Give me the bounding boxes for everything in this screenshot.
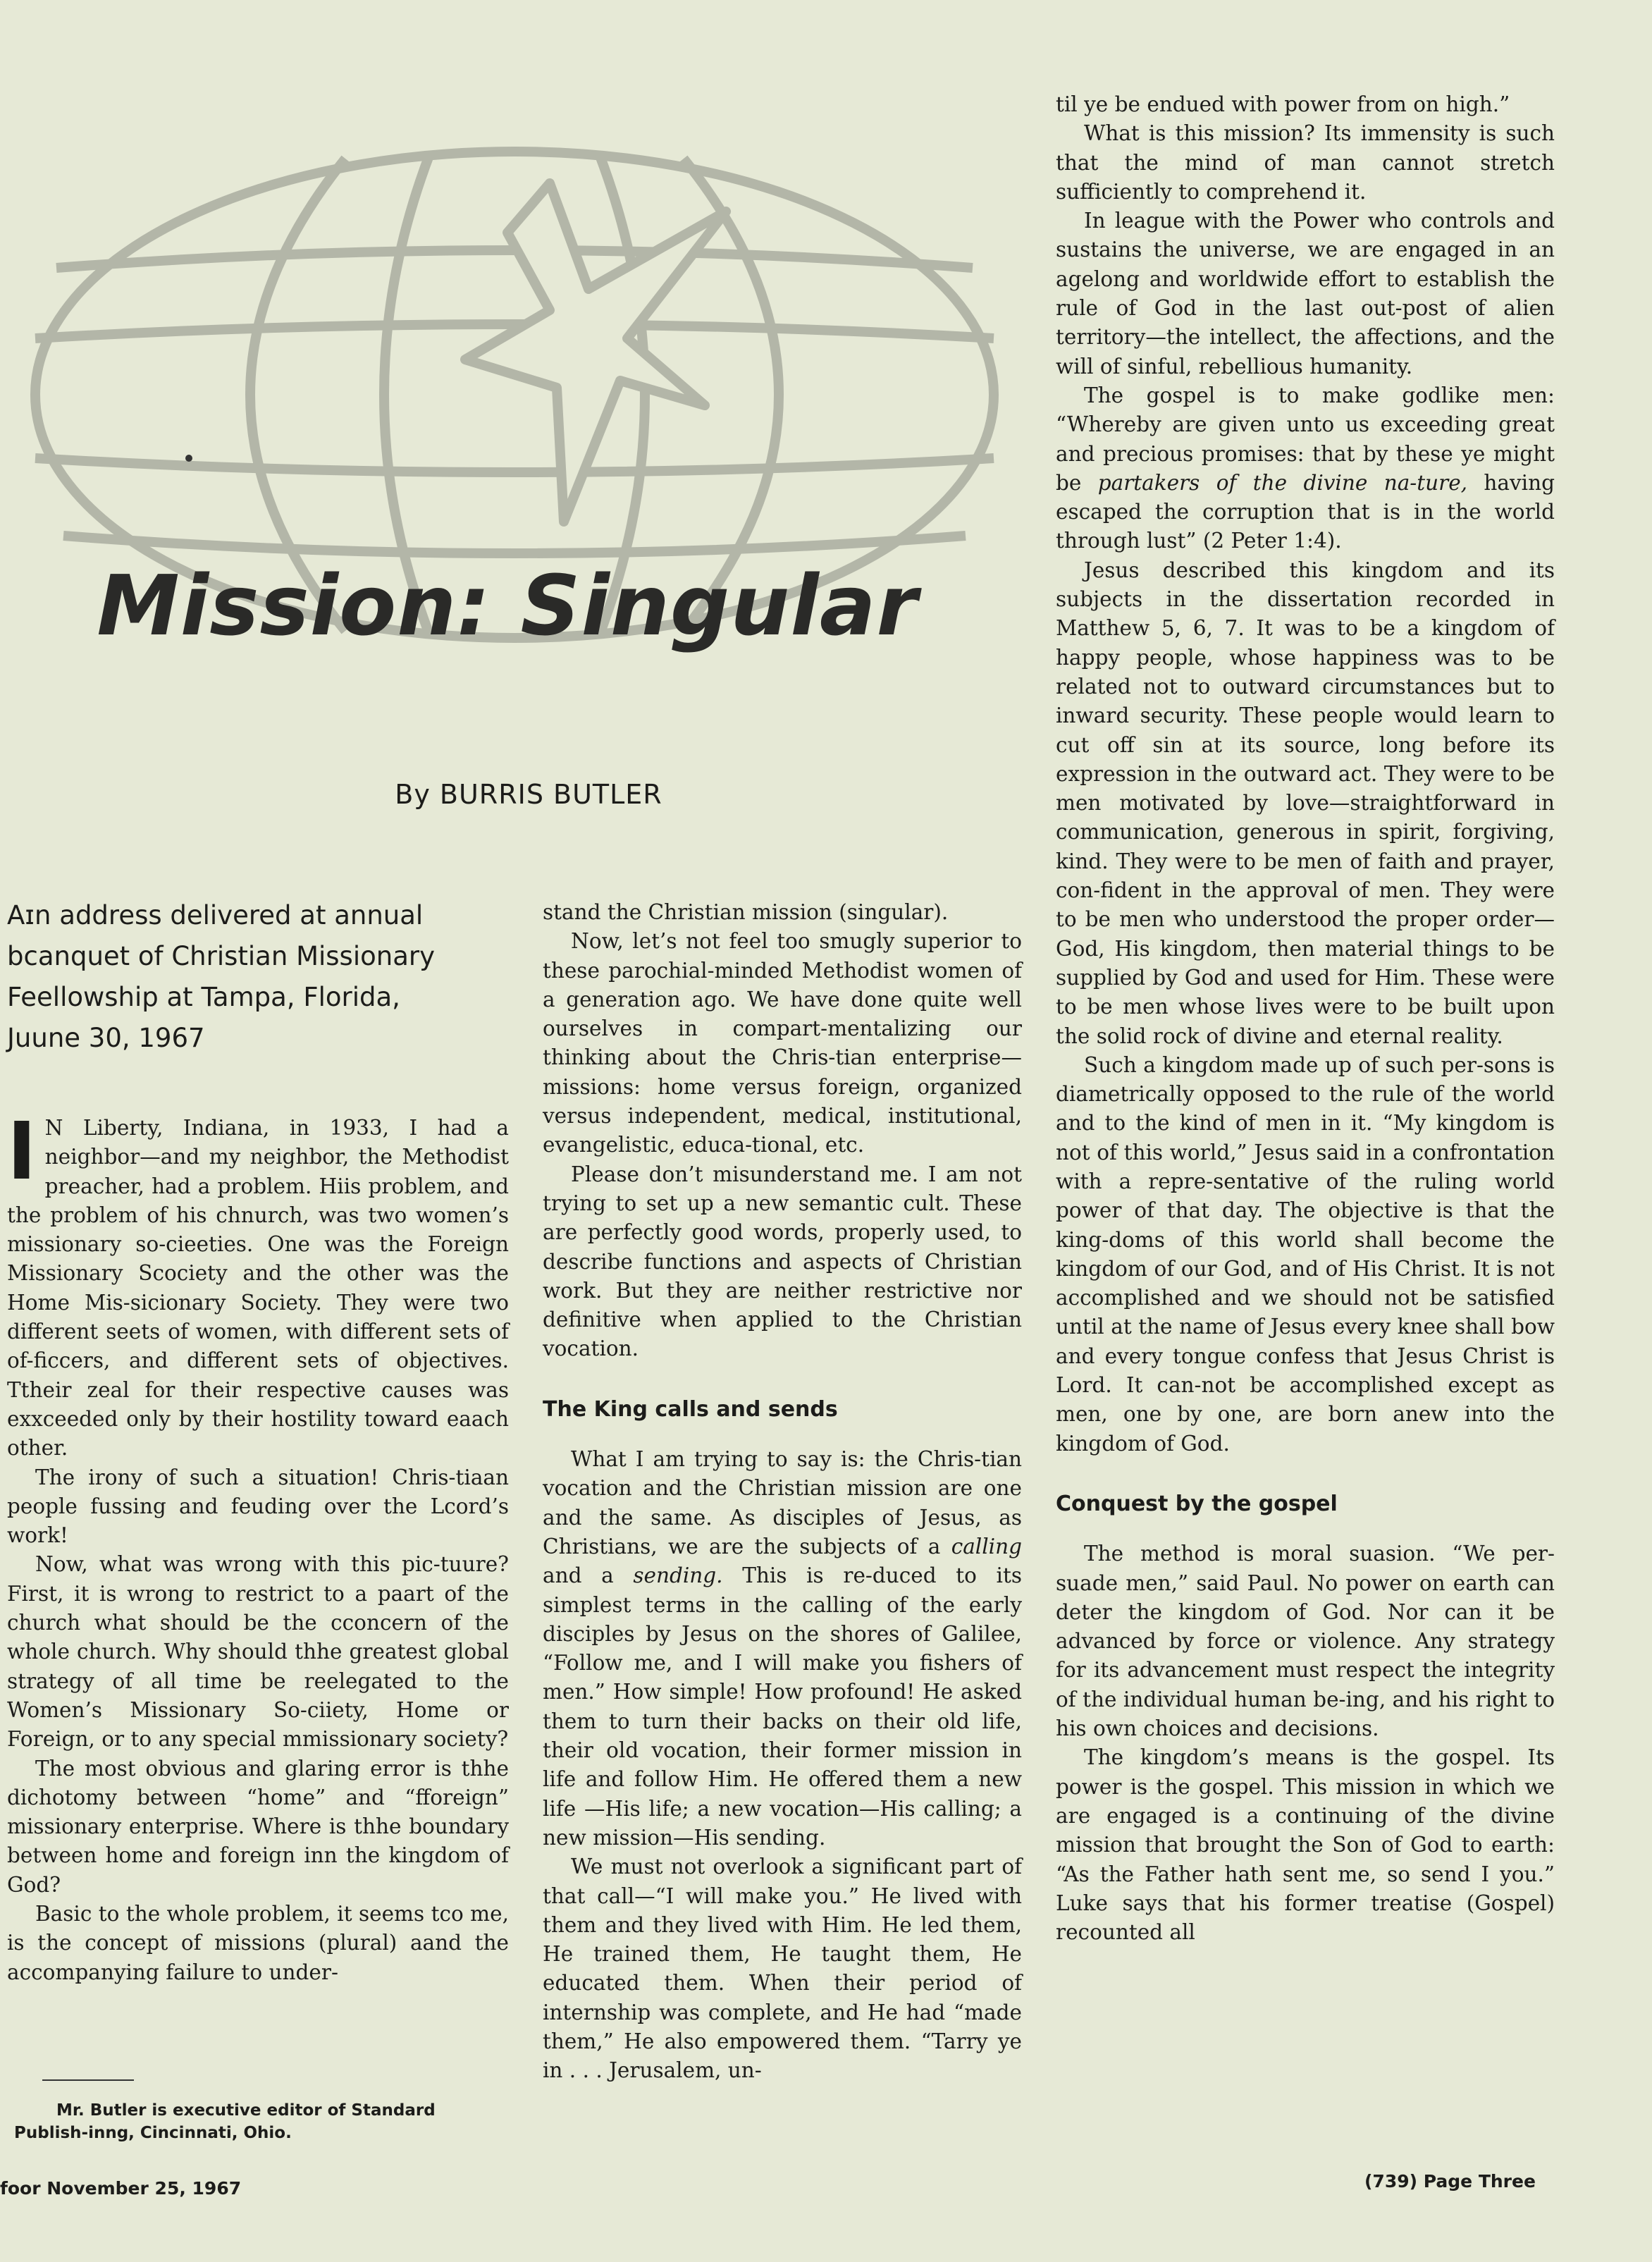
paragraph: Such a kingdom made up of such per-sons is diametrically opposed to the rule of the world and to the kind of men in it. “My kingdom is not of this world,” Jesus said in a confrontation with a repre-sentative of the ruling world power of that day. The objective is that the king-doms of this world shall become the kingdom of our God, and of His Christ. It is not accomplished and we should not be satisfied until at the name of Jesus every knee shall bow and every tongue confess that Jesus Christ is Lord. It can-not be accomplished except as men, one by one, are born anew into the kingdom of God. — [1056, 1052, 1555, 1456]
paragraph: Now, what was wrong with this pic-tuure? First, it is wrong to restrict to a paart of the church what should be the cconcern of the whole church. Why should thhe greatest global strategy of all time be reelegated to the Women’s Missionary So-ciiety, Home or Foreign, or to any special mmissionary society? — [7, 1552, 509, 1752]
paragraph: Jesus described this kingdom and its subjects in the dissertation recorded in Matthew 5, 6, 7. It was to be a kingdom of happy people, whose happiness was to be related not to outward circumstances but to inward security. These people would learn to cut off sin at its source, long before its expression in the outward act. They were to be men motivated by love—straightforward in communication, generous in spirit, forgiving, kind. They were to be men of faith and prayer, con-fident in the approval of men. They were to be men who understood the proper order—God, His kingdom, then material things to be supplied by God and used for Him. These were to be men whose lives were to be built upon the solid rock of divine and eternal reality. — [1056, 558, 1555, 1048]
column-2 — [543, 898, 1022, 2086]
paragraph: stand the Christian mission (singular). — [543, 900, 949, 924]
paragraph: The most obvious and glaring error is thhe dichotomy between “home” and “fforeign” missionary enterprise. Where is thhe boundary between home and foreign inn the kingdom of God? — [7, 1756, 509, 1897]
folio-date: foor November 25, 1967 — [0, 2178, 242, 2199]
paragraph: The kingdom’s means is the gospel. Its power is the gospel. This mission in which we are engaged is a continuing of the divine mission that brought the Son of God to earth: “As the Father hath sent me, so send I you.” Luke says that his former treatise (Gospel) recounted all — [1056, 1745, 1555, 1945]
folio-page-number: (739) Page Three — [1364, 2171, 1536, 2192]
intro-line: bcanquet of Christian Missionary — [7, 941, 435, 971]
paragraph: The method is moral suasion. “We per-suade men,” said Paul. No power on earth can deter the kingdom of God. Nor can it be advanced by force or violence. Any strategy for its advancement must respect the integrity of the individual human be-ing, and his right to his own choices and decisions. — [1056, 1542, 1555, 1741]
paragraph: Basic to the whole problem, it seems tco me, is the concept of missions (plural) aand the accompanying failure to under- — [7, 1902, 509, 1984]
paragraph: Please don’t misunderstand me. I am not trying to set up a new semantic cult. These are perfectly good words, properly used, to describe functions and aspects of Christian work. But they are neither restrictive nor definitive when applied to the Christian vocation. — [543, 1162, 1022, 1361]
paragraph: The gospel is to make godlike men: “Whereby are given unto us exceeding great and precious promises: that by these ye might be partakers of the divine na-ture, having escaped the corruption that is in the world through lust” (2 Peter 1:4). — [1056, 383, 1555, 553]
section-heading: Conquest by the gospel — [1056, 1491, 1338, 1516]
column-1 — [7, 1106, 509, 1987]
footnote: Mr. Butler is executive editor of Standard Publish-inng, Cincinnati, Ohio. — [14, 2101, 436, 2142]
paragraph: In league with the Power who controls and sustains the universe, we are engaged in an agelong and worldwide effort to establish the rule of God in the last out-post of alien territory—the intellect, the affections, and the will of sinful, rebellious humanity. — [1056, 209, 1555, 379]
intro-line: Aɪn address delivered at annual — [7, 900, 424, 930]
column-3 — [1056, 90, 1555, 1947]
paragraph: til ye be endued with power from on high.” — [1056, 92, 1510, 116]
paragraph: The irony of such a situation! Chris-tiaan people fussing and feuding over the Lcord’s work! — [7, 1465, 509, 1548]
paragraph: We must not overlook a significant part of that call—“I will make you.” He lived with them and they lived with Him. He led them, He trained them, He taught them, He educated them. When their period of internship was complete, and He had “made them,” He also empowered them. “Tarry ye in . . . Jerusalem, un- — [543, 1855, 1022, 2083]
paragraph: Now, let’s not feel too smugly superior to these parochial-minded Methodist women of a generation ago. We have done quite well ourselves in compart-mentalizing our thinking about the Chris-tian enterprise—missions: home versus foreign, organized versus independent, medical, institutional, evangelistic, educa-tional, etc. — [543, 929, 1022, 1157]
paragraph: I N Liberty, Indiana, in 1933, I had a neighbor—and my neighbor, the Methodist preacher, had a problem. Hiis problem, and the problem of his chnurch, was two women’s missionary so-cieeties. One was the Foreign Missionary Scociety and the other was the Home Mis-sicionary Society. They were two different seets of women, with different sets of of-ficcers, and different sets of objectives. Ttheir zeal for their respective causes was exxceeded only by their hostility toward eaach other. — [7, 1106, 509, 1461]
intro-line: Feellowship at Tampa, Florida, — [7, 982, 400, 1012]
intro-line: Juune 30, 1967 — [7, 1023, 205, 1053]
drop-cap: I — [7, 1106, 37, 1198]
intro-blurb — [7, 895, 529, 1059]
section-heading: The King calls and sends — [543, 1396, 838, 1422]
paragraph: What is this mission? Its immensity is such that the mind of man cannot stretch sufficiently to comprehend it. — [1056, 121, 1555, 204]
byline: By BURRIS BUTLER — [395, 779, 662, 810]
paragraph: What I am trying to say is: the Chris-tian vocation and the Christian mission are one and the same. As disciples of Jesus, as Christians, we are the subjects of a calling and a sending. This is re-duced to its simplest terms in the calling of the early disciples by Jesus on the shores of Galilee, “Follow me, and I will make you fishers of men.” How simple! How profound! He asked them to turn their backs on their old life, their old vocation, their former mission in life and follow Him. He offered them a new life —His life; a new vocation—His calling; a new mission—His sending. — [543, 1447, 1022, 1850]
article-title: Mission: Singular — [97, 557, 918, 654]
footnote-rule — [42, 2079, 134, 2081]
